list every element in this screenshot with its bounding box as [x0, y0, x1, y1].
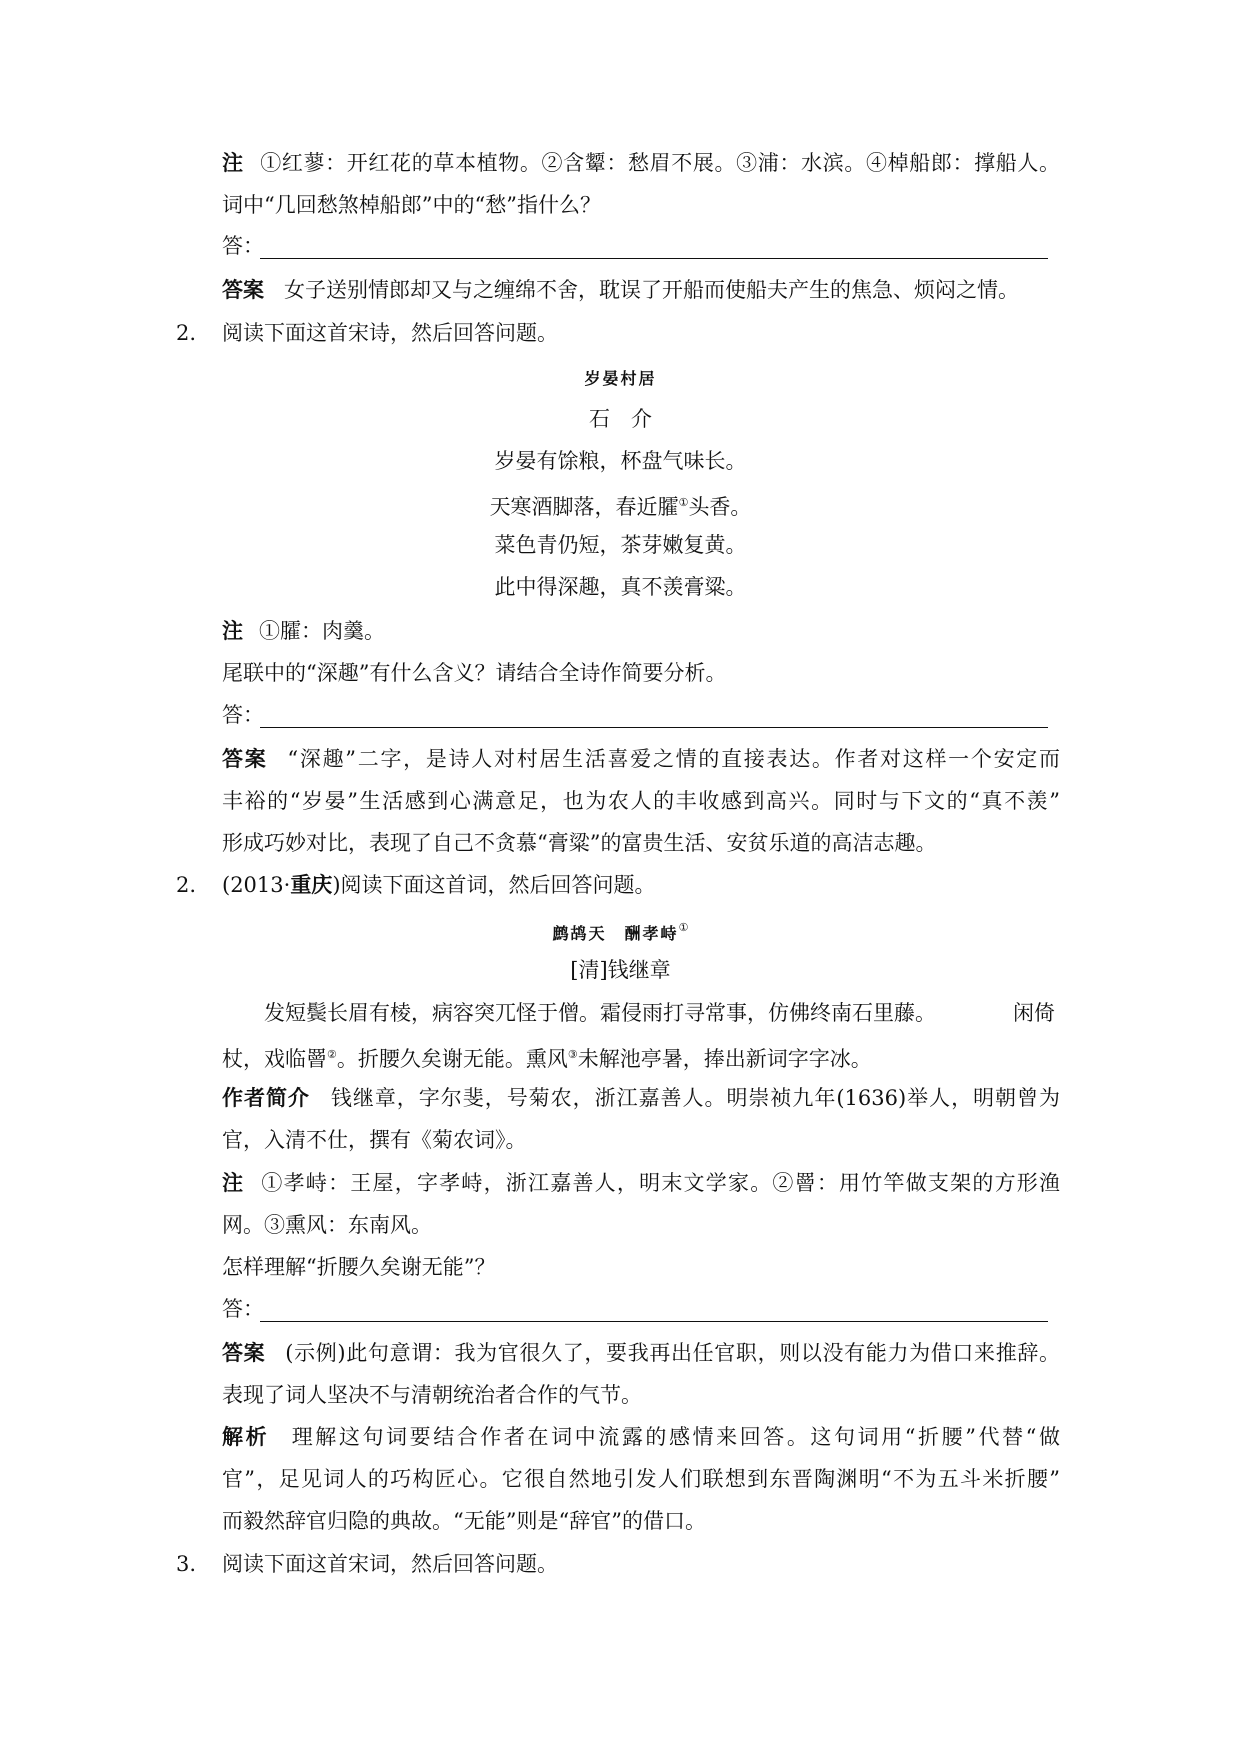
poem-line-2-b: 。折腰久矣谢无能。熏风 — [336, 1047, 568, 1071]
footnote-marker: ① — [678, 921, 689, 934]
q2-question: 尾联中的“深趣”有什么含义？请结合全诗作简要分析。 — [222, 661, 727, 685]
poem-title: 岁晏村居 — [584, 369, 657, 388]
q4-number: 3. — [176, 1552, 197, 1576]
q3-analysis-3: 而毅然辞官归隐的典故。“无能”则是“辞官”的借口。 — [222, 1509, 706, 1533]
q3-analysis-1 — [222, 1422, 1060, 1452]
q2-answer-prompt: 答： — [222, 703, 264, 727]
analysis-text-1: 理解这句词要结合作者在词中流露的感情来回答。这句词用“折腰”代替“做 — [289, 1425, 1060, 1449]
answer-label: 答案 — [222, 1341, 266, 1365]
author-text-1: 钱继章，字尔斐，号菊农，浙江嘉善人。明崇祯九年(1636)举人，明朝曾为 — [329, 1086, 1060, 1110]
poem-line-2-c: 未解池亭暑，捧出新词字字冰。 — [577, 1047, 872, 1071]
footnote-marker-2: ② — [327, 1048, 337, 1061]
q2-poem-title — [0, 362, 1241, 394]
source-place: 重庆 — [290, 873, 333, 897]
analysis-label: 解析 — [222, 1425, 270, 1449]
q3-note-1 — [222, 1168, 1060, 1198]
poem-line-2-tail: 头香。 — [688, 495, 752, 519]
q3-author-intro-2: 官，入清不仕，撰有《菊农词》。 — [222, 1128, 527, 1152]
q2-answer-line-3: 形成巧妙对比，表现了自己不贪慕“膏粱”的富贵生活、安贫乐道的高洁志趣。 — [222, 831, 937, 855]
poem-title: 鹧鸪天 酬孝峙 — [552, 924, 679, 943]
q1-answer-prompt: 答： — [222, 234, 264, 258]
note-label: 注 — [222, 151, 244, 175]
answer-text-1: “深趣”二字，是诗人对村居生活喜爱之情的直接表达。作者对这样一个安定而 — [287, 747, 1061, 771]
q2-poem-line-2 — [0, 488, 1241, 522]
q3-answer-1 — [222, 1338, 1060, 1368]
q2-answer-line[interactable] — [260, 727, 1048, 728]
note-text: ①臛：肉羹。 — [259, 619, 385, 643]
q3-instruction — [222, 870, 656, 900]
note-text-1: ①孝峙：王屋，字孝峙，浙江嘉善人，明末文学家。②罾：用竹竿做支架的方形渔 — [260, 1171, 1060, 1195]
note-text: ①红蓼：开红花的草本植物。②含颦：愁眉不展。③浦：水滨。④棹船郎：撑船人。 — [259, 151, 1061, 175]
q3-poem-line-1-tail: 闲倚 — [1013, 1001, 1055, 1025]
answer-text-1: (示例)此句意谓：我为官很久了，要我再出任官职，则以没有能力为借口来推辞。 — [285, 1341, 1060, 1365]
poem-line-2-a: 杖，戏临罾 — [222, 1047, 327, 1071]
answer-label: 答案 — [222, 747, 268, 771]
source-suffix: ) — [332, 873, 341, 897]
q3-poem-author: [清]钱继章 — [570, 958, 671, 982]
poem-line-1-text: 发短鬓长眉有棱，病容突兀怪于僧。霜侵雨打寻常事，仿佛终南石里藤。 — [264, 1001, 936, 1025]
author-label: 作者简介 — [222, 1086, 310, 1110]
q1-answer — [222, 275, 1019, 305]
q3-poem-line-2 — [222, 1040, 872, 1074]
q2-answer-line-2: 丰裕的“岁晏”生活感到心满意足，也为农人的丰收感到高兴。同时与下文的“真不羡” — [222, 789, 1060, 813]
q3-number: 2. — [176, 873, 197, 897]
source-prefix: (2013· — [222, 873, 291, 897]
q1-note — [222, 148, 1060, 178]
instruction-text: 阅读下面这首词，然后回答问题。 — [340, 873, 656, 897]
q1-answer-line[interactable] — [260, 258, 1048, 259]
q2-poem-line-3: 菜色青仍短，茶芽嫩复黄。 — [494, 533, 747, 557]
q2-instruction: 阅读下面这首宋诗，然后回答问题。 — [222, 321, 558, 345]
q3-analysis-2: 官”，足见词人的巧构匠心。它很自然地引发人们联想到东晋陶渊明“不为五斗米折腰” — [222, 1467, 1060, 1491]
q3-poem-line-1 — [264, 998, 936, 1028]
q2-poem-author: 石 介 — [589, 407, 652, 431]
answer-text: 女子送别情郎却又与之缠绵不舍，耽误了开船而使船夫产生的焦急、烦闷之情。 — [284, 278, 1019, 302]
q3-note-2: 网。③熏风：东南风。 — [222, 1213, 432, 1237]
footnote-marker-3: ③ — [567, 1048, 578, 1061]
q3-poem-title — [0, 913, 1241, 949]
q2-poem-line-1: 岁晏有馀粮，杯盘气味长。 — [494, 449, 747, 473]
poem-line-2-head: 天寒酒脚落，春近 — [489, 495, 658, 519]
q3-question: 怎样理解“折腰久矣谢无能”？ — [222, 1255, 496, 1279]
q2-number: 2. — [176, 321, 197, 345]
q3-answer-line[interactable] — [260, 1321, 1048, 1322]
q2-poem-line-4: 此中得深趣，真不羡膏粱。 — [494, 575, 747, 599]
note-label: 注 — [222, 1171, 245, 1195]
q4-instruction: 阅读下面这首宋词，然后回答问题。 — [222, 1552, 558, 1576]
q1-question: 词中“几回愁煞棹船郎”中的“愁”指什么？ — [222, 193, 601, 217]
q2-note — [222, 616, 385, 646]
q3-author-intro-1 — [222, 1083, 1060, 1113]
footnote-marker: ① — [678, 496, 689, 509]
poem-line-2-char: 臛 — [657, 495, 679, 519]
q3-answer-prompt: 答： — [222, 1297, 264, 1321]
q2-answer-line-1 — [222, 744, 1060, 774]
note-label: 注 — [222, 619, 243, 643]
q3-answer-2: 表现了词人坚决不与清朝统治者合作的气节。 — [222, 1383, 642, 1407]
answer-label: 答案 — [222, 278, 264, 302]
